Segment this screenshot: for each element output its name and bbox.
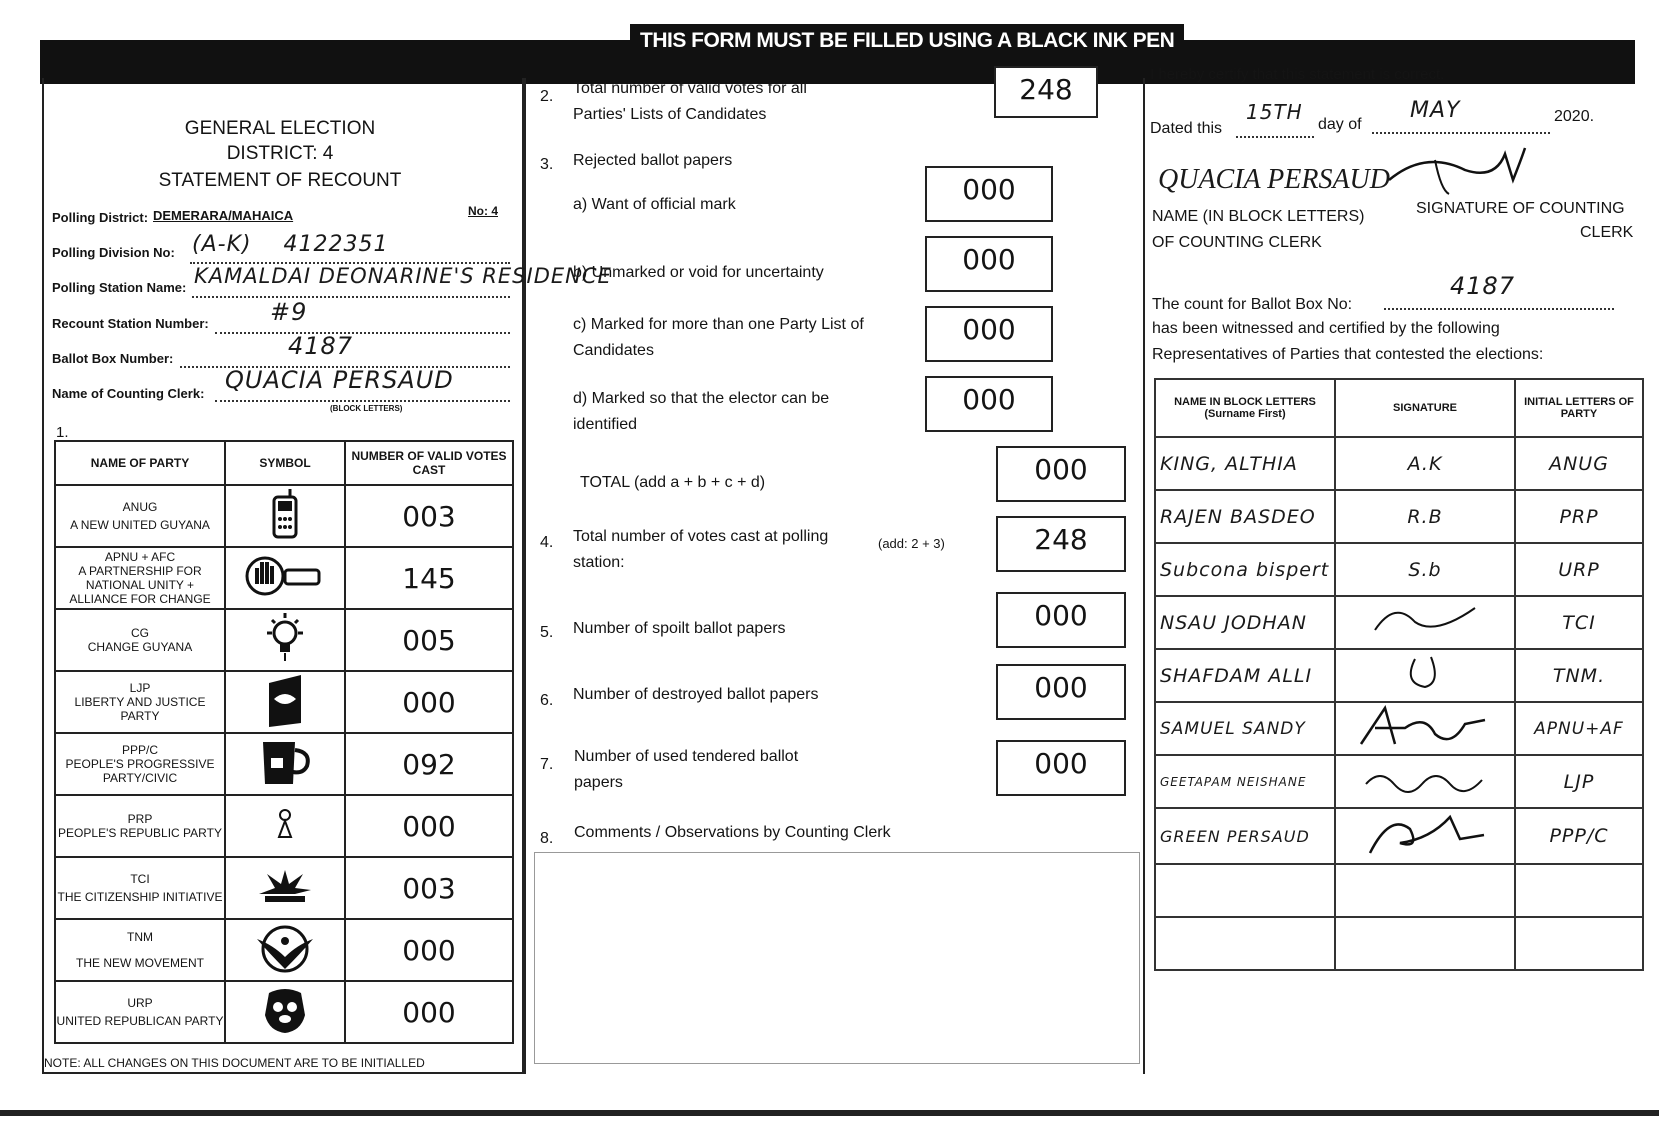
- rep-name: SHAFDAM ALLI: [1155, 649, 1335, 702]
- year-label: 2020.: [1554, 108, 1595, 125]
- party-abbr: APNU + AFC: [104, 550, 176, 564]
- rep-party: APNU+AF: [1515, 702, 1643, 755]
- rep-party: PRP: [1515, 490, 1643, 543]
- name-label-line1: NAME (IN BLOCK LETTERS): [1152, 208, 1365, 225]
- q7-number: 7.: [540, 756, 554, 773]
- block-letters-note: (BLOCK LETTERS): [330, 404, 403, 413]
- votes-cell: 000: [345, 981, 513, 1043]
- q5-value-box: 000: [996, 592, 1126, 648]
- q5-text: Number of spoilt ballot papers: [573, 620, 786, 637]
- rep-signature[interactable]: [1335, 864, 1515, 917]
- party-fullname: PEOPLE'S REPUBLIC PARTY: [58, 826, 222, 840]
- rep-party: URP: [1515, 543, 1643, 596]
- eagle-icon: [253, 923, 317, 973]
- q7-text-line1: Number of used tendered ballot: [574, 748, 799, 765]
- rep-name: SAMUEL SANDY: [1155, 702, 1335, 755]
- rep-name: RAJEN BASDEO: [1155, 490, 1335, 543]
- table-row: [1155, 649, 1643, 702]
- qc-value-box: 000: [925, 306, 1053, 362]
- table-row: [1155, 543, 1643, 596]
- table-row: [1155, 917, 1643, 970]
- q4-add-note: (add: 2 + 3): [878, 536, 945, 551]
- rep-party: TNM.: [1515, 649, 1643, 702]
- flower-icon: [255, 864, 315, 908]
- q6-value-box: 000: [996, 664, 1126, 720]
- qa-value-box: 000: [925, 166, 1053, 222]
- bulldog-icon: [261, 985, 309, 1035]
- party-abbr: URP: [127, 996, 153, 1010]
- rep-name: Subcona bispert: [1155, 543, 1335, 596]
- count-line: [1384, 308, 1614, 310]
- recount-station-line: [215, 332, 510, 334]
- polling-district-label: Polling District:: [52, 210, 149, 225]
- polling-district-no: No: 4: [468, 204, 498, 218]
- header-valid-votes: NUMBER OF VALID VOTES CAST: [345, 441, 513, 485]
- table-row: [1155, 437, 1643, 490]
- party-fullname: LIBERTY AND JUSTICE PARTY: [74, 695, 206, 723]
- symbol-cell: [225, 485, 345, 547]
- symbol-cell: [225, 795, 345, 857]
- bottom-border: [0, 1110, 1659, 1116]
- q2-text-line1: Total number of valid votes for all: [573, 80, 807, 97]
- q2-value-box: 248: [994, 66, 1098, 118]
- total-text: TOTAL (add a + b + c + d): [580, 474, 766, 491]
- recount-station-label: Recount Station Number:: [52, 316, 209, 331]
- polling-division-value: (A-K) 4122351: [192, 232, 389, 257]
- party-fullname: A PARTNERSHIP FOR NATIONAL UNITY + ALLIANCE FOR CHANGE: [69, 564, 211, 606]
- hand-icon: [245, 554, 325, 598]
- table-row: [55, 547, 513, 609]
- q6-text: Number of destroyed ballot papers: [573, 686, 819, 703]
- votes-cell: 092: [345, 733, 513, 795]
- clerk-signature: [1385, 140, 1535, 200]
- rep-party: TCI: [1515, 596, 1643, 649]
- q7-value-box: 000: [996, 740, 1126, 796]
- q2-number: 2.: [540, 88, 554, 105]
- day-value: 15TH: [1246, 100, 1303, 124]
- party-fullname: THE NEW MOVEMENT: [76, 956, 204, 970]
- rep-signature-scribble: [1360, 809, 1490, 857]
- sig-label-line1: SIGNATURE OF COUNTING: [1416, 200, 1625, 217]
- counting-clerk-line: [215, 400, 510, 402]
- party-name-cell: [55, 609, 225, 671]
- right-divider: [1143, 78, 1145, 1074]
- symbol-cell: [225, 609, 345, 671]
- recount-station-value: #9: [270, 298, 308, 326]
- party-name-cell: [55, 671, 225, 733]
- table-row: [1155, 755, 1643, 808]
- table-row: [55, 857, 513, 919]
- rep-party: ANUG: [1515, 437, 1643, 490]
- clerk-name-handwritten: QUACIA PERSAUD: [1158, 164, 1390, 195]
- qc-text-line1: c) Marked for more than one Party List of: [573, 316, 864, 333]
- q4-number: 4.: [540, 534, 554, 551]
- representatives-table: [1154, 378, 1644, 971]
- q4-value-box: 248: [996, 516, 1126, 572]
- party-name-cell: [55, 919, 225, 981]
- certify-statement: I hereby certify that this statement is correct.: [1150, 66, 1445, 83]
- party-name-cell: [55, 733, 225, 795]
- rep-signature-scribble: [1395, 653, 1455, 693]
- table-row: [55, 795, 513, 857]
- q5-number: 5.: [540, 624, 554, 641]
- rep-party: PPP/C: [1515, 808, 1643, 864]
- rep-signature: A.K: [1335, 437, 1515, 490]
- party-abbr: ANUG: [122, 500, 158, 514]
- rep-name: GEETAPAM NEISHANE: [1155, 755, 1335, 808]
- party-name-cell: [55, 795, 225, 857]
- polling-station-label: Polling Station Name:: [52, 280, 187, 295]
- title-statement: STATEMENT OF RECOUNT: [158, 170, 402, 191]
- polling-station-value: KAMALDAI DEONARINE'S RESIDENCE: [194, 264, 612, 288]
- middle-divider: [522, 78, 524, 1074]
- table-row: [55, 733, 513, 795]
- q8-number: 8.: [540, 830, 554, 847]
- rep-name[interactable]: [1155, 864, 1335, 917]
- party-abbr: PRP: [127, 812, 153, 826]
- rep-name: KING, ALTHIA: [1155, 437, 1335, 490]
- header-rep-party: INITIAL LETTERS OF PARTY: [1515, 379, 1643, 437]
- votes-cell: 000: [345, 671, 513, 733]
- party-abbr: TCI: [130, 872, 150, 886]
- handshake-icon: [265, 673, 305, 727]
- symbol-cell: [225, 671, 345, 733]
- rep-signature-cell: [1335, 649, 1515, 702]
- rep-signature: R.B: [1335, 490, 1515, 543]
- figure-icon: [275, 807, 295, 841]
- qd-text-line2: identified: [573, 416, 638, 433]
- lightbulb-icon: [263, 613, 307, 663]
- changes-note: NOTE: ALL CHANGES ON THIS DOCUMENT ARE TO BE INITIALLED: [44, 1056, 425, 1070]
- name-label-line2: OF COUNTING CLERK: [1152, 234, 1322, 251]
- party-name-cell: [55, 857, 225, 919]
- rep-signature[interactable]: [1335, 917, 1515, 970]
- table-row: [55, 981, 513, 1043]
- month-line: [1372, 132, 1550, 134]
- qb-text: b) Unmarked or void for uncertainty: [573, 264, 824, 281]
- table-row: [55, 609, 513, 671]
- rep-party[interactable]: [1515, 864, 1643, 917]
- header-rep-name: NAME IN BLOCK LETTERS (Surname First): [1155, 379, 1335, 437]
- rep-name[interactable]: [1155, 917, 1335, 970]
- header-rep-signature: SIGNATURE: [1335, 379, 1515, 437]
- section-1-number: 1.: [56, 424, 69, 441]
- rep-signature-scribble: [1360, 764, 1490, 794]
- party-fullname: UNITED REPUBLICAN PARTY: [56, 1014, 224, 1028]
- ballot-box-value: 4187: [288, 332, 354, 360]
- header-symbol: SYMBOL: [225, 441, 345, 485]
- header-name-of-party: NAME OF PARTY: [55, 441, 225, 485]
- party-fullname: THE CITIZENSHIP INITIATIVE: [57, 890, 223, 904]
- cup-icon: [257, 736, 313, 788]
- comments-box[interactable]: [534, 852, 1140, 1064]
- party-abbr: TNM: [127, 930, 153, 944]
- rep-name: NSAU JODHAN: [1155, 596, 1335, 649]
- party-fullname: PEOPLE'S PROGRESSIVE PARTY/CIVIC: [65, 757, 215, 785]
- table-row: [1155, 808, 1643, 864]
- votes-cell: 000: [345, 795, 513, 857]
- month-value: MAY: [1410, 98, 1461, 123]
- count-label: The count for Ballot Box No:: [1152, 296, 1353, 313]
- dated-label: Dated this: [1150, 120, 1223, 137]
- party-abbr: LJP: [129, 681, 151, 695]
- table-row: [55, 671, 513, 733]
- counting-clerk-value: QUACIA PERSAUD: [225, 366, 454, 394]
- qb-value-box: 000: [925, 236, 1053, 292]
- symbol-cell: [225, 547, 345, 609]
- rep-name: GREEN PERSAUD: [1155, 808, 1335, 864]
- table-row: [1155, 596, 1643, 649]
- qd-value-box: 000: [925, 376, 1053, 432]
- party-fullname: A NEW UNITED GUYANA: [70, 518, 210, 532]
- party-name-cell: [55, 547, 225, 609]
- rep-signature-cell: [1335, 596, 1515, 649]
- qc-text-line2: Candidates: [573, 342, 654, 359]
- symbol-cell: [225, 733, 345, 795]
- table-row: [55, 485, 513, 547]
- party-fullname: CHANGE GUYANA: [87, 640, 193, 654]
- witness-line1: has been witnessed and certified by the following: [1152, 320, 1500, 337]
- votes-cell: 003: [345, 485, 513, 547]
- qd-text-line1: d) Marked so that the elector can be: [573, 390, 830, 407]
- phone-icon: [270, 489, 300, 539]
- title-general-election: GENERAL ELECTION: [184, 118, 376, 139]
- q2-text-line2: Parties' Lists of Candidates: [573, 106, 767, 123]
- table-row: [55, 919, 513, 981]
- votes-cell: 003: [345, 857, 513, 919]
- q7-text-line2: papers: [574, 774, 623, 791]
- title-district: DISTRICT: 4: [226, 143, 334, 164]
- votes-cell: 000: [345, 919, 513, 981]
- table-row: [1155, 490, 1643, 543]
- count-value: 4187: [1450, 272, 1516, 300]
- polling-station-line: [192, 296, 510, 298]
- counting-clerk-label: Name of Counting Clerk:: [52, 386, 205, 401]
- party-abbr: PPP/C: [121, 743, 158, 757]
- votes-cell: 145: [345, 547, 513, 609]
- rep-signature-cell: [1335, 702, 1515, 755]
- rep-signature: S.b: [1335, 543, 1515, 596]
- day-of-label: day of: [1318, 116, 1362, 133]
- rep-signature-cell: [1335, 755, 1515, 808]
- q4-text-line1: Total number of votes cast at polling: [573, 528, 829, 545]
- q6-number: 6.: [540, 692, 554, 709]
- q3-text: Rejected ballot papers: [573, 152, 733, 169]
- q8-text: Comments / Observations by Counting Clerk: [574, 824, 891, 841]
- table-row: [1155, 702, 1643, 755]
- q3-number: 3.: [540, 156, 554, 173]
- party-abbr: CG: [131, 626, 149, 640]
- form-banner: THIS FORM MUST BE FILLED USING A BLACK INK PEN: [630, 24, 1184, 58]
- qa-text: a) Want of official mark: [573, 196, 736, 213]
- sig-label-line2: CLERK: [1580, 224, 1634, 241]
- day-line: [1236, 136, 1314, 138]
- symbol-cell: [225, 981, 345, 1043]
- party-name-cell: [55, 485, 225, 547]
- witness-line2: Representatives of Parties that contested the elections:: [1152, 346, 1544, 363]
- rep-signature-scribble: [1365, 600, 1485, 640]
- ballot-box-label: Ballot Box Number:: [52, 351, 174, 366]
- rep-party[interactable]: [1515, 917, 1643, 970]
- party-name-cell: [55, 981, 225, 1043]
- rep-signature-scribble: [1355, 704, 1495, 748]
- q4-text-line2: station:: [573, 554, 625, 571]
- symbol-cell: [225, 919, 345, 981]
- symbol-cell: [225, 857, 345, 919]
- table-row: [1155, 864, 1643, 917]
- polling-district-value: DEMERARA/MAHAICA: [153, 208, 294, 223]
- rep-party: LJP: [1515, 755, 1643, 808]
- party-votes-table: [54, 440, 514, 1044]
- total-value-box: 000: [996, 446, 1126, 502]
- votes-cell: 005: [345, 609, 513, 671]
- polling-division-label: Polling Division No:: [52, 245, 175, 260]
- rep-signature-cell: [1335, 808, 1515, 864]
